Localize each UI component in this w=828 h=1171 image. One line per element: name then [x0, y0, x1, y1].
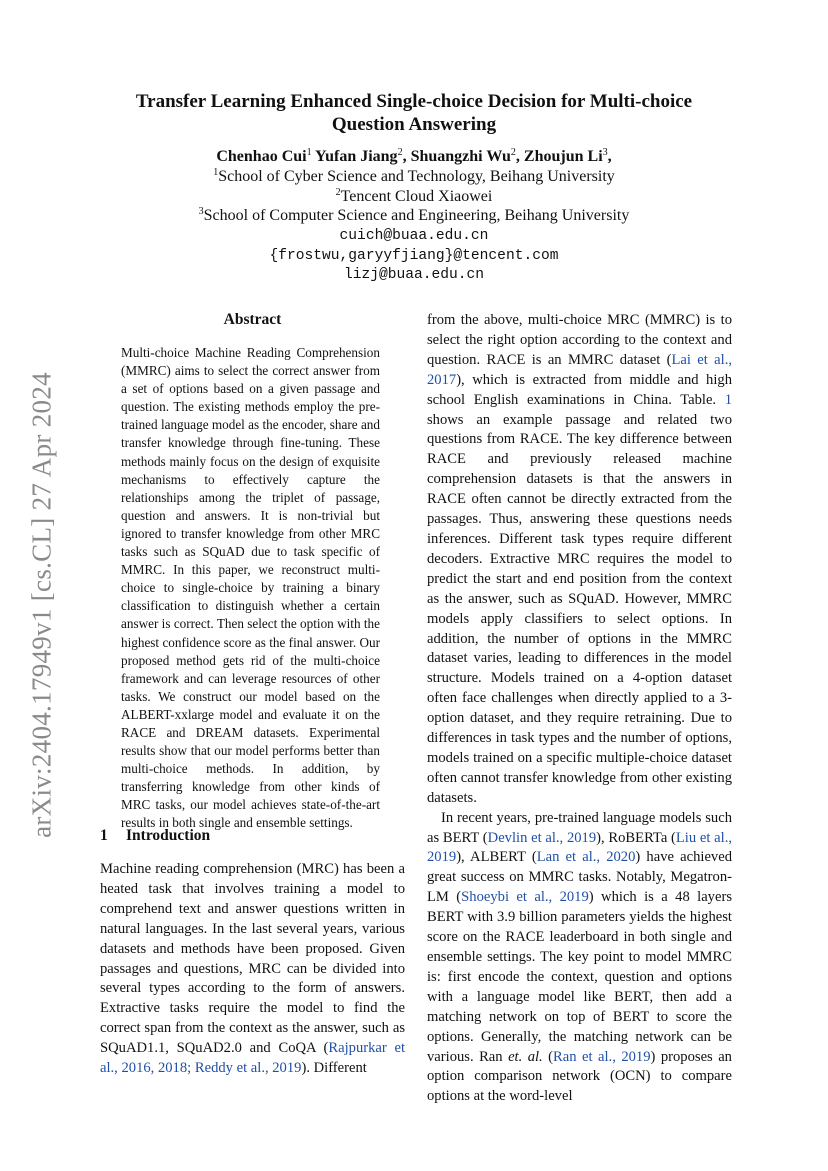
affiliation-2: $^2$Tencent Cloud Xiaowei	[335, 187, 493, 205]
author-name: Zhoujun Li	[523, 148, 603, 165]
citation-link[interactable]: Devlin et al., 2019	[487, 829, 597, 846]
author-name: Yufan Jiang	[315, 148, 398, 165]
citation-link[interactable]: Lai et al., 2017	[427, 351, 732, 388]
email-1[interactable]: cuich@buaa.edu.cn	[339, 228, 489, 244]
citation-link[interactable]: Shoeybi et al., 2019	[461, 889, 589, 906]
author-list: Chenhao Cui$^1$ Yufan Jiang$^2$, Shuangzhi Wu$^2$, Zhoujun Li$^3$,	[216, 147, 612, 165]
affiliation-1: $^1$School of Cyber Science and Technology, Beihang University	[213, 167, 615, 185]
right-column	[427, 311, 732, 1107]
affiliation-marker: 2	[397, 147, 403, 158]
email-2[interactable]: {frostwu,garyyfjiang}@tencent.com	[269, 248, 559, 264]
affiliation-marker: 2	[510, 147, 516, 158]
citation-link[interactable]: Liu et al., 2019	[427, 829, 732, 866]
citation-link[interactable]: Ran et al., 2019	[553, 1048, 651, 1065]
table-reference-link[interactable]: 1	[724, 391, 732, 408]
section-number: 1	[100, 827, 108, 844]
section-heading-introduction	[100, 827, 210, 845]
affiliation-marker: 1	[306, 147, 312, 158]
intro-paragraph-2: from the above, multi-choice MRC (MMRC) is to select the right option according to the context and question. RACE is an MMRC dataset (Lai et al., 2017), which is extracted from middle and high school English examinations in China. Table. 1 shows an example passage and related two questions from RACE. The key difference between RACE and previously released machine comprehension datasets is that the answers in RACE often cannot be directly extracted from the passages. Thus, answering these questions needs inferences. Different task types require different decoders. Extractive MRC requires the model to predict the start and end position from the context as the answer, such as SQuAD. However, MMRC models apply classifiers to select options. In addition, the number of options in the MMRC dataset varies, leading to differences in the model structure. Models trained on a 4-option dataset often face challenges when directly applied to a 3-option dataset, and they require retraining. Due to differences in task types and the number of options, models trained on a specific multiple-choice dataset often cannot transfer knowledge from other existing datasets.	[427, 312, 732, 806]
email-3[interactable]: lizj@buaa.edu.cn	[343, 267, 485, 283]
section-title: Introduction	[126, 827, 211, 844]
author-name: Chenhao Cui	[216, 148, 307, 165]
intro-paragraph-3: In recent years, pre-trained language models such as BERT (Devlin et al., 2019), RoBERTa (Liu et al., 2019), ALBERT (Lan et al., 2020) have achieved great success on MMRC tasks. Notably, Megatron-LM (Shoeybi et al., 2019) which is a 48 layers BERT with 3.9 billion parameters yields the highest score on the RACE leaderboard in both single and ensemble settings. The key point to model MMRC is: first encode the context, question and options with a language model like BERT, then add a matching network on top of BERT to score the options. Generally, the matching network can be various. Ran et. al. (Ran et al., 2019) proposes an option comparison network (OCN) to compare options at the word-level	[427, 809, 732, 1105]
arxiv-identifier-text: arXiv:2404.17949v1 [cs.CL] 27 Apr 2024	[26, 372, 57, 838]
citation-link[interactable]: Lan et al., 2020	[536, 849, 636, 866]
arxiv-identifier	[12, 370, 72, 840]
affiliation-3: $^3$School of Computer Science and Engineering, Beihang University	[198, 206, 630, 224]
affiliation-marker: 3	[602, 147, 608, 158]
author-name: Shuangzhi Wu	[410, 148, 511, 165]
intro-paragraph-1: Machine reading comprehension (MRC) has been a heated task that involves training a model to comprehend text and answer questions written in natural languages. In the last several years, various datasets and methods have been proposed. Given passages and questions, MRC can be divided into several types according to the form of answers. Extractive tasks require the model to find the correct span from the context as the answer, such as SQuAD1.1, SQuAD2.0 and CoQA (Rajpurkar et al., 2016, 2018; Reddy et al., 2019). Different	[100, 861, 405, 1077]
abstract-text: Multi-choice Machine Reading Comprehension (MMRC) aims to select the correct answer from a set of options based on a given passage and question. The existing methods employ the pre-trained language model as the encoder, share and transfer knowledge through fine-tuning. These methods mainly focus on the design of exquisite mechanisms to effectively capture the relationships among the triplet of passage, question and answers. It is non-trivial but ignored to transfer knowledge from other MRC tasks such as SQuAD due to task specific of MMRC. In this paper, we reconstruct multi-choice to single-choice by training a binary classification to distinguish whether a certain answer is correct. Then select the option with the highest confidence score as the final answer. Our proposed method gets rid of the multi-choice framework and can leverage resources of other tasks. We construct our model based on the ALBERT-xxlarge model and evaluate it on the RACE and DREAM datasets. Experimental results show that our model performs better than multi-choice methods. In addition, by transferring knowledge from other kinds of MRC tasks, our model achieves state-of-the-art results in both single and ensemble settings.	[121, 345, 380, 831]
citation-link[interactable]: Rajpurkar et al., 2016, 2018; Reddy et al., 2019	[100, 1040, 405, 1077]
paper-title: Transfer Learning Enhanced Single-choice Decision for Multi-choice Question Answering	[135, 91, 693, 135]
abstract-heading: Abstract	[223, 311, 282, 328]
